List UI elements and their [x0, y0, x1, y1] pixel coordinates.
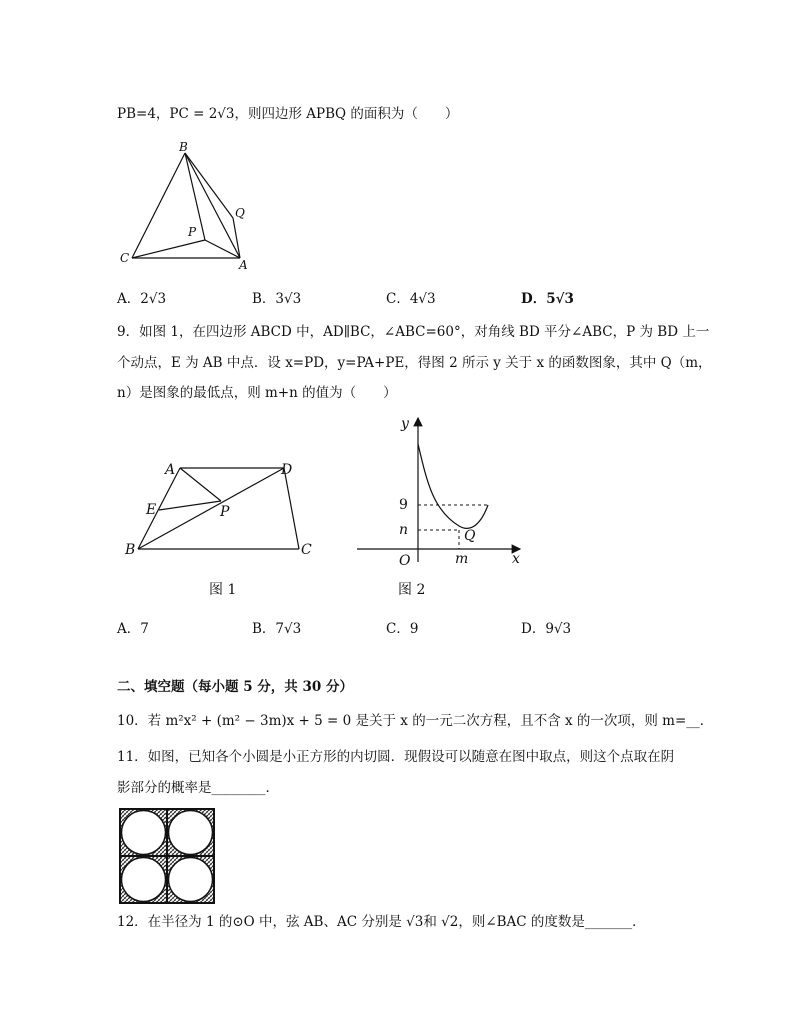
edge-BD: [138, 468, 284, 549]
section-2-title: 二、填空题（每小题 5 分，共 30 分）: [117, 679, 353, 695]
q9-option-d: D．9√3: [521, 621, 572, 637]
q12-text: 12．在半径为 1 的⊙O 中，弦 AB、AC 分别是 √3和 √2，则∠BAC 的度数是_______．: [117, 914, 646, 930]
q9-line-2: 个动点，E 为 AB 中点．设 x=PD，y=PA+PE，得图 2 所示 y 关于 x 的函数图象，其中 Q（m，: [117, 355, 712, 371]
circle-bottom-left: [122, 858, 166, 902]
q9-option-c: C．9: [386, 621, 419, 637]
q9-figure-2-caption: 图 2: [398, 582, 426, 598]
label-B: B: [125, 542, 136, 558]
label-D: D: [281, 462, 293, 478]
edge-DC: [284, 468, 299, 549]
circle-bottom-right: [169, 858, 213, 902]
circle-top-right: [169, 811, 213, 855]
q8-option-d: D．5√3: [521, 291, 574, 307]
q11-line-2: 影部分的概率是________．: [117, 780, 279, 796]
q8-option-b: B．3√3: [252, 291, 302, 307]
q9-line-3: n）是图象的最低点，则 m+n 的值为（ ）: [117, 385, 397, 401]
q9-figure-2: [355, 412, 530, 572]
label-B: B: [179, 140, 188, 154]
label-Q: Q: [464, 528, 476, 544]
q9-option-b: B．7√3: [252, 621, 302, 637]
circle-top-left: [122, 811, 166, 855]
q9-line-1: 9．如图 1，在四边形 ABCD 中，AD∥BC，∠ABC=60°，对角线 BD 平分∠ABC，P 为 BD 上一: [117, 324, 710, 340]
label-A: A: [239, 258, 248, 272]
edge-BC: [132, 153, 185, 258]
q10-text: 10．若 m²x² + (m² − 3m)x + 5 = 0 是关于 x 的一元二次方程，且不含 x 的一次项，则 m=__．: [117, 713, 714, 729]
label-E: E: [146, 502, 157, 518]
edge-CP: [132, 240, 205, 258]
q9-figure-1: [118, 455, 328, 565]
function-curve: [418, 444, 488, 528]
label-O: O: [399, 553, 411, 569]
q9-option-a: A．7: [117, 621, 149, 637]
label-C: C: [120, 251, 130, 265]
label-C: C: [301, 542, 312, 558]
label-m: m: [455, 551, 469, 567]
q8-option-c: C．4√3: [386, 291, 436, 307]
q8-figure: [110, 138, 260, 273]
label-n: n: [399, 522, 409, 538]
q9-figure-1-caption: 图 1: [209, 582, 237, 598]
label-P: P: [220, 504, 230, 520]
edge-AP: [180, 468, 221, 501]
q11-line-1: 11．如图，已知各个小圆是小正方形的内切圆．现假设可以随意在图中取点，则这个点取在阴: [117, 749, 675, 765]
label-x: x: [512, 551, 520, 567]
q11-figure: [119, 808, 215, 904]
label-9: 9: [399, 497, 408, 513]
edge-BA: [185, 153, 240, 258]
label-A: A: [165, 462, 176, 478]
q8-option-a: A．2√3: [117, 291, 167, 307]
q8-text: PB=4，PC = 2√3，则四边形 APBQ 的面积为（ ）: [117, 106, 459, 122]
label-P: P: [188, 225, 197, 239]
label-y: y: [401, 416, 409, 432]
label-Q: Q: [235, 206, 245, 220]
